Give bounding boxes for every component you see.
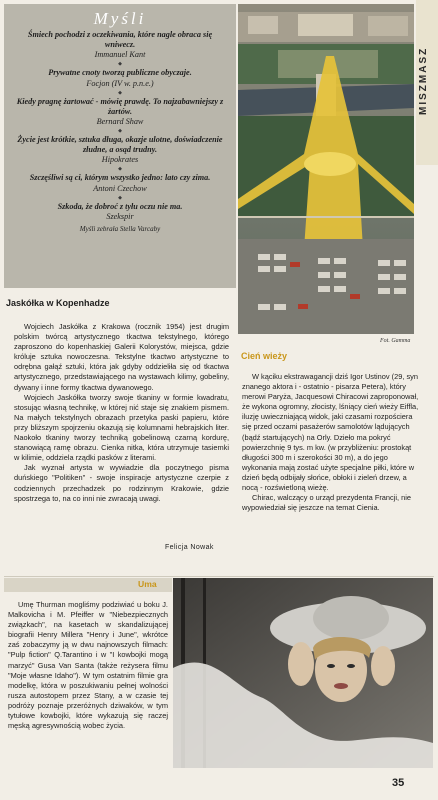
article-signature: Felicja Nowak <box>165 544 214 551</box>
section-divider <box>4 576 434 577</box>
article-paragraph: Wojciech Jaskółka tworzy swoje tkaniny w formie kwadratu, stosując własną technikę, w której nić staje się znakiem pismem. Na małych tekstylnych obrazach przetyka paski papieru, które przy bliższym spojrzeniu okazują się kolumnami hebrajskich liter. Naokoło tkaniny tworzy techniką gobelinową czarną kordurę, stanowiącą ramę obrazu. Cienka nitka, która utrzymuje tasiemki w kilimie, oddziela rządki pasków z literami. <box>14 392 229 463</box>
aerial-photo-illustration <box>238 4 414 334</box>
quote-text: Śmiech pochodzi z oczekiwania, które nagle obraca się wniwecz. <box>27 30 213 50</box>
quote-text: Życie jest krótkie, sztuka długa, okazje ulotne, doświadczenie złudne, a osąd trudny. <box>17 135 223 155</box>
quote-author: Szekspir <box>106 211 134 221</box>
quote-text: Szczęśliwi są ci, którym wszystko jedno: lato czy zima. <box>29 173 211 183</box>
separator-diamond-icon: ◆ <box>118 89 122 96</box>
separator-diamond-icon: ◆ <box>118 194 122 201</box>
page-number: 35 <box>392 777 405 789</box>
article-title: Jaskółka w Kopenhadze <box>6 298 110 308</box>
quotes-credit: Myśli zebrała Stella Varcaby <box>79 224 161 233</box>
article-paragraph: W kąciku ekstrawagancji dziś Igor Ustinov (29, syn znanego aktora i - ostatnio - pisarza Petera), który merowi Paryża, Jacquesowi Chiracowi zaproponował, że wykona ogromny, złocisty, lśniący cień wieży Eiffla, iluzję uwieczniającą widok, jaki czasami rozpościera się przed oczami pasażerów samolotów lądujących (bądź startujących) na Orly. Dzieło ma pokryć powierzchnię 9 tys. m kw. (w przybliżeniu: prostokąt długości 300 m i szerokości 30 m), a do jego wykonania mają zostać użyte specjalne piłki, które w dzień będą odbijały słońce, obłoki i zieleń drzew, a nocą - rozświetloną wieżę. <box>242 372 419 493</box>
quotes-title: Myśli <box>93 9 147 28</box>
quote-author: Hipokrates <box>101 155 139 165</box>
section-label: MISZMASZ <box>418 46 429 116</box>
article-body <box>8 600 168 731</box>
quotes-box <box>4 4 236 288</box>
eiffel-shadow-photo <box>238 4 414 334</box>
quote-text: Szkoda, że dobroć z tyłu oczu nie ma. <box>57 201 183 211</box>
quote-author: Immanuel Kant <box>94 50 146 60</box>
article-paragraph: Chirac, walczący o urząd prezydenta Francji, nie wypowiedział się jeszcze na temat Cienia. <box>242 493 411 513</box>
photo-credit: Fot. Gamma <box>380 338 411 344</box>
uma-thurman-photo <box>173 578 433 768</box>
quote-author: Bernard Shaw <box>96 117 144 127</box>
article-paragraph: Jak wyznał artysta w wywiadzie dla poczytnego pisma duńskiego "Politiken" - swoje inspiracje artystyczne czerpie z codziennych przechadzek po rodzinnym Krakowie, gdzie spostrzega to, na co inni nie zwracają uwagi. <box>14 463 229 503</box>
quote-text: Kiedy pragnę żartować - mówię prawdę. To najzabawniejszy z żartów. <box>16 96 224 116</box>
separator-diamond-icon: ◆ <box>118 166 122 173</box>
article-body <box>242 372 420 513</box>
quote-author: Antoni Czechow <box>93 183 147 193</box>
portrait-illustration <box>173 578 433 768</box>
separator-diamond-icon: ◆ <box>118 61 122 68</box>
separator-diamond-icon: ◆ <box>118 128 122 135</box>
article-title: Uma <box>138 579 157 589</box>
quote-text: Prywatne cnoty tworzą publiczne obyczaje. <box>48 68 192 78</box>
article-paragraph: Wojciech Jaskółka z Krakowa (rocznik 1954) jest drugim polskim twórcą artystycznego tkactwa tekstylnego, którego zaproszono do kopenhaskiej Galerii Kolorystów, miejsca, gdzie króluje sztuka nowoczesna. Tekstylne tkactwo artystyczne to odrębna gałąź sztuki, która jak gdyby oddzieliła się od tkactwa artystycznego, przedstawiającego na wystawach kilimy, gobeliny, dywany i inne formy tkactwa dywanowego. <box>14 322 229 392</box>
quote-author: Focjon (IV w. p.n.e.) <box>86 78 154 88</box>
article-body <box>14 322 229 504</box>
article-paragraph: Umę Thurman mogliśmy podziwiać u boku J. Malkovicha i M. Pfeiffer w "Niebezpiecznych związkach", na kasetach w skandalizującej biografii Henry Millera "Henry i June", wkrótce zaś zobaczymy ją w dwu najnowszych filmach: "Pulp fiction" Q.Tarantino i w "I kowbojki mogą marzyć" Gusa Van Santa (także reżysera filmu "Moje własne Idaho"). W tym ostatnim filmie gra modelkę, która w poszukiwaniu pełnej wolności rusza autostopem przez Stany, a w czasie tej podróży poznaje przeróżnych dziwaków, w tym tytułowe kowbojki, które wykazują się raczej męską agresywnością wobec życia. <box>8 600 168 731</box>
article-title: Cień wieży <box>241 351 288 361</box>
